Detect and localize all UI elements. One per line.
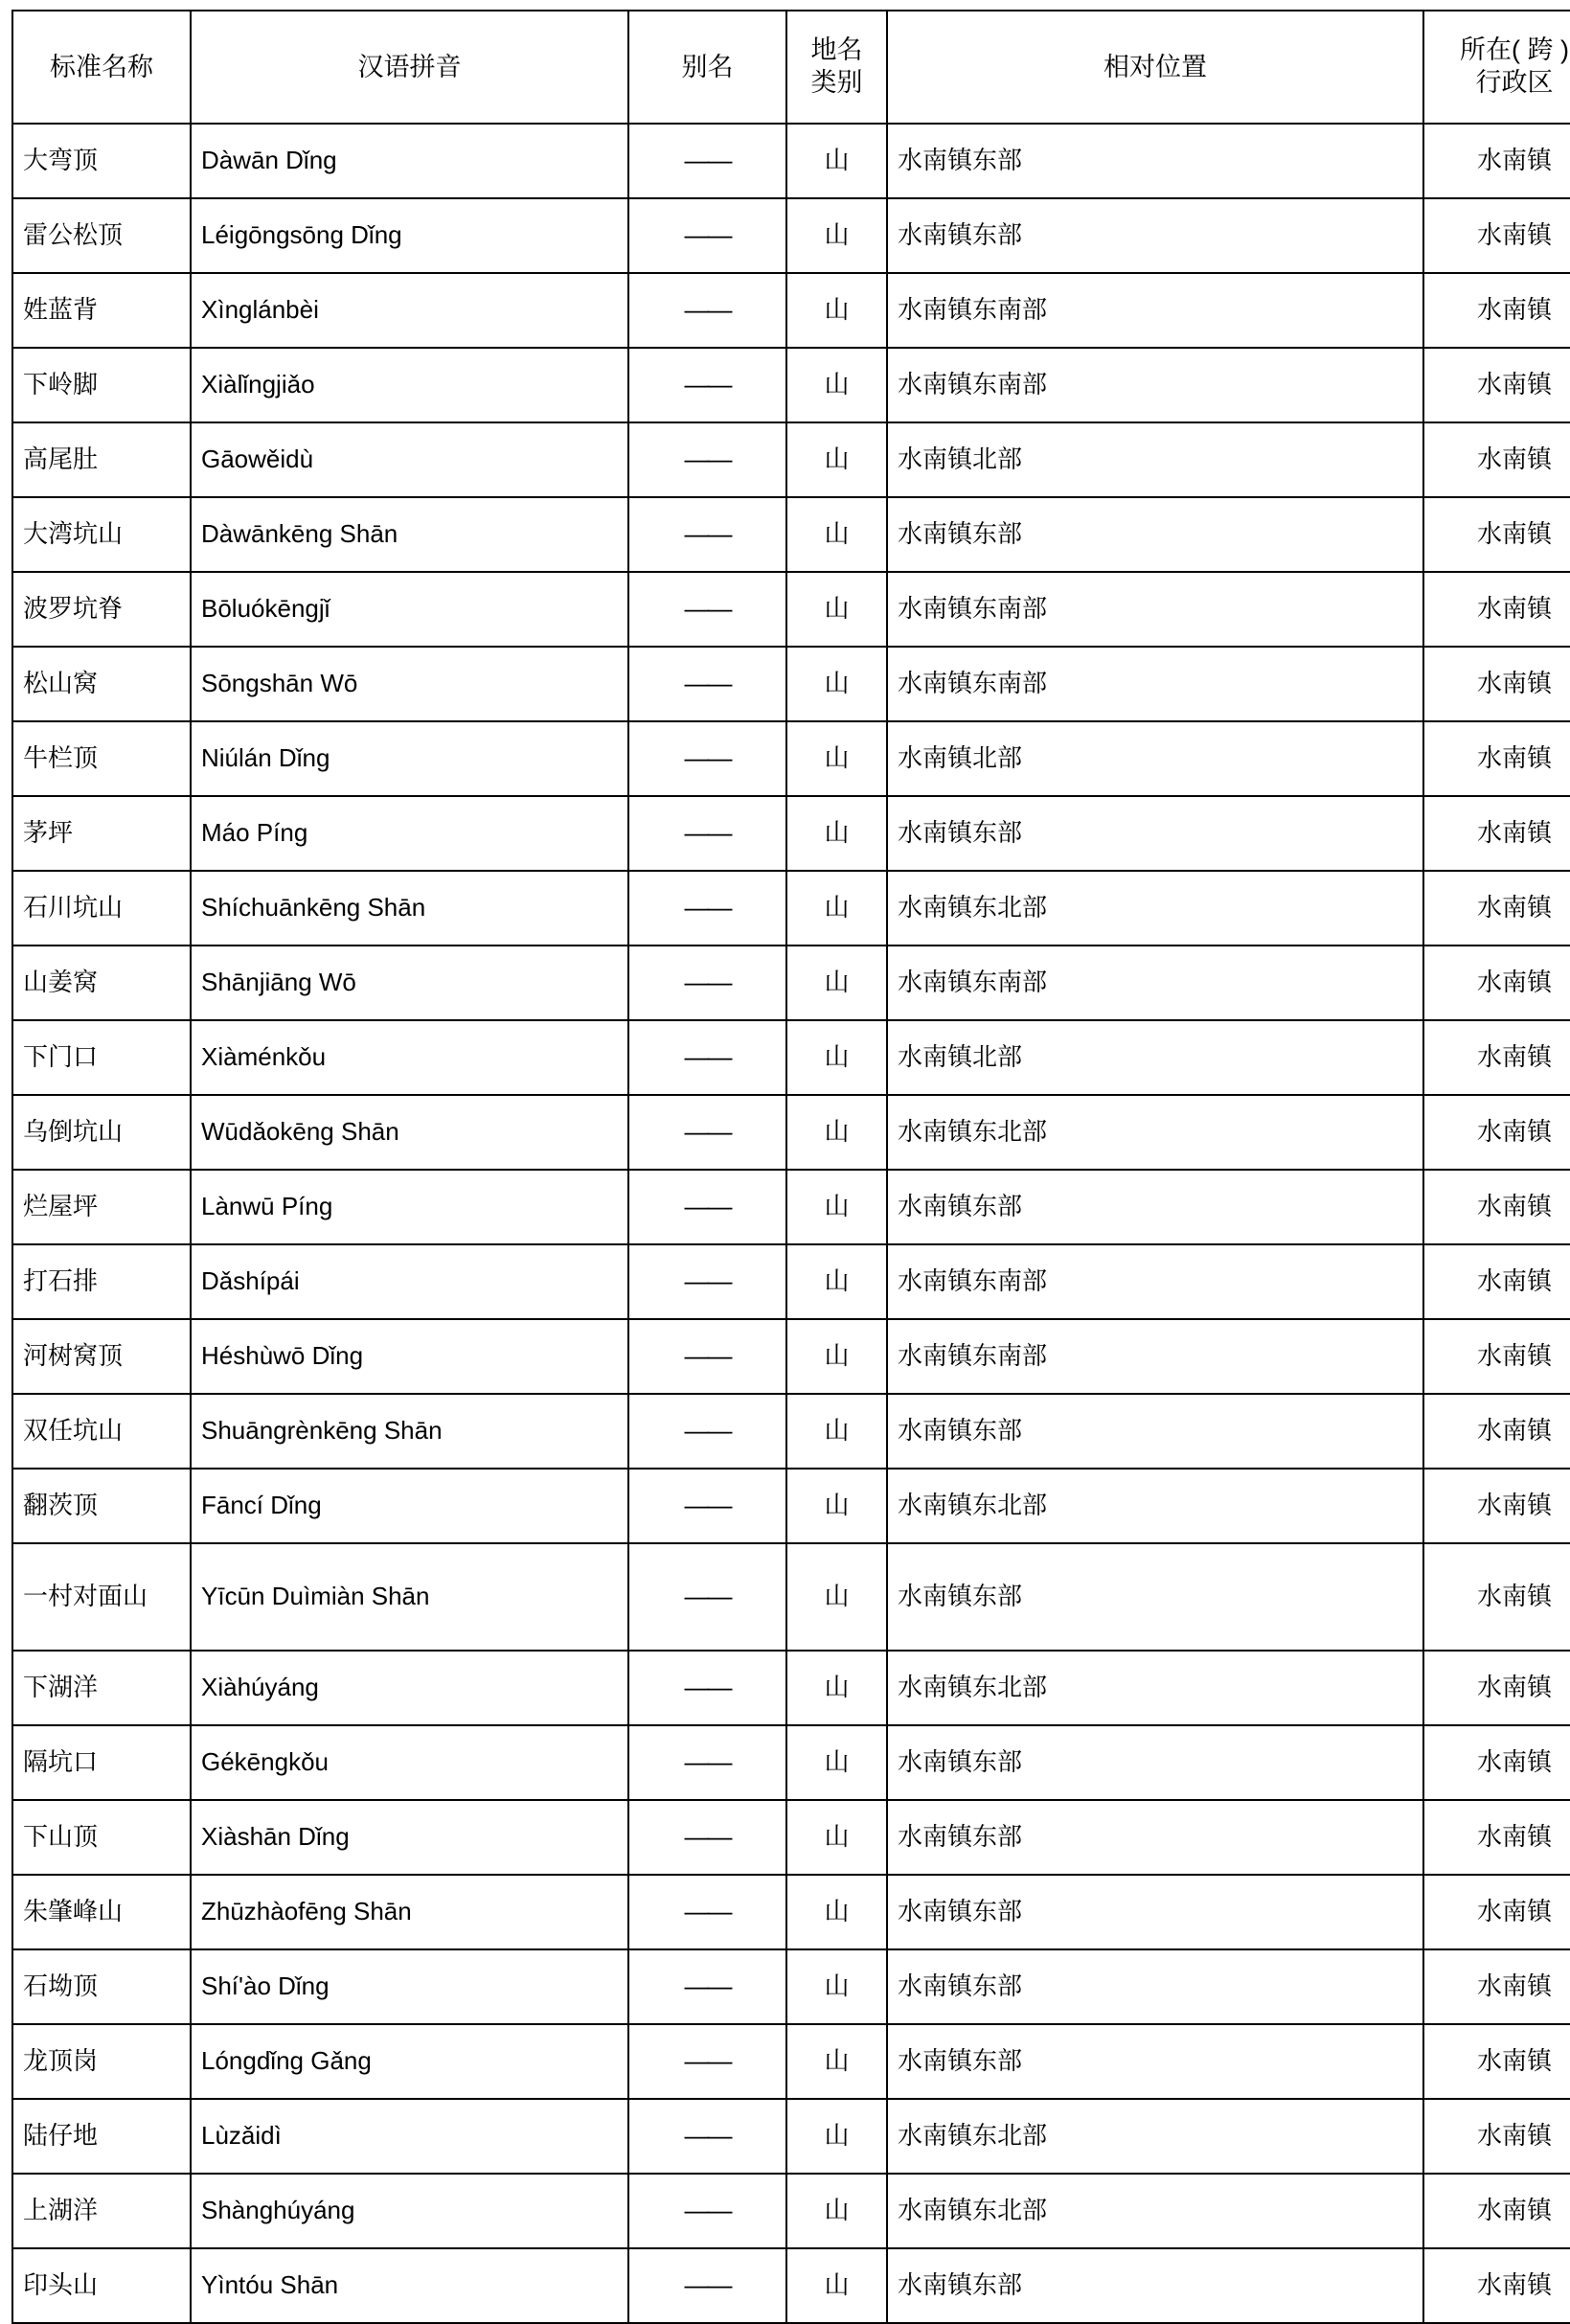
cell-pinyin: Dàwān Dǐng xyxy=(191,124,628,198)
cell-alias xyxy=(628,2024,786,2099)
cell-alias xyxy=(628,1170,786,1244)
alias-dash: —— xyxy=(684,1582,731,1611)
cell-alias xyxy=(628,1875,786,1949)
alias-dash: —— xyxy=(684,2270,731,2300)
column-header-place-type xyxy=(786,11,887,124)
cell-alias xyxy=(628,1543,786,1651)
cell-standard-name: 一村对面山 xyxy=(12,1543,191,1651)
cell-standard-name: 下门口 xyxy=(12,1020,191,1095)
cell-place-type: 山 xyxy=(786,721,887,796)
alias-dash: —— xyxy=(684,444,731,474)
alias-dash: —— xyxy=(684,743,731,773)
cell-place-type: 山 xyxy=(786,1651,887,1725)
cell-standard-name: 姓蓝背 xyxy=(12,273,191,348)
table-row xyxy=(12,1020,1570,1095)
cell-administrative-area: 水南镇 xyxy=(1423,2099,1570,2174)
table-row xyxy=(12,647,1570,721)
cell-place-type: 山 xyxy=(786,2099,887,2174)
cell-place-type: 山 xyxy=(786,1469,887,1543)
alias-dash: —— xyxy=(684,2121,731,2151)
cell-relative-position: 水南镇东部 xyxy=(887,1543,1423,1651)
cell-place-type: 山 xyxy=(786,572,887,647)
table-row xyxy=(12,422,1570,497)
cell-administrative-area: 水南镇 xyxy=(1423,273,1570,348)
cell-standard-name: 烂屋坪 xyxy=(12,1170,191,1244)
cell-alias xyxy=(628,422,786,497)
cell-place-type: 山 xyxy=(786,348,887,422)
table-row xyxy=(12,2099,1570,2174)
table-row xyxy=(12,2024,1570,2099)
cell-place-type: 山 xyxy=(786,422,887,497)
alias-dash: —— xyxy=(684,220,731,250)
cell-alias xyxy=(628,198,786,273)
place-names-table xyxy=(11,10,1570,2324)
table-row xyxy=(12,198,1570,273)
cell-pinyin: Gāowěidù xyxy=(191,422,628,497)
cell-pinyin: Fāncí Dǐng xyxy=(191,1469,628,1543)
cell-place-type: 山 xyxy=(786,273,887,348)
cell-standard-name: 上湖洋 xyxy=(12,2174,191,2248)
cell-standard-name: 陆仔地 xyxy=(12,2099,191,2174)
cell-administrative-area: 水南镇 xyxy=(1423,572,1570,647)
cell-pinyin: Dàwānkēng Shān xyxy=(191,497,628,572)
table-row xyxy=(12,1651,1570,1725)
cell-place-type: 山 xyxy=(786,1244,887,1319)
cell-pinyin: Bōluókēngjǐ xyxy=(191,572,628,647)
cell-pinyin: Sōngshān Wō xyxy=(191,647,628,721)
cell-relative-position: 水南镇东南部 xyxy=(887,572,1423,647)
cell-alias xyxy=(628,2099,786,2174)
alias-dash: —— xyxy=(684,1971,731,2001)
cell-alias xyxy=(628,2248,786,2323)
cell-relative-position: 水南镇北部 xyxy=(887,721,1423,796)
column-header-pinyin: 汉语拼音 xyxy=(191,11,628,124)
cell-relative-position: 水南镇北部 xyxy=(887,1020,1423,1095)
table-row xyxy=(12,1800,1570,1875)
cell-place-type: 山 xyxy=(786,1095,887,1170)
cell-relative-position: 水南镇东部 xyxy=(887,124,1423,198)
alias-dash: —— xyxy=(684,1822,731,1852)
table-row xyxy=(12,1095,1570,1170)
cell-administrative-area: 水南镇 xyxy=(1423,2248,1570,2323)
cell-standard-name: 波罗坑脊 xyxy=(12,572,191,647)
cell-relative-position: 水南镇东部 xyxy=(887,497,1423,572)
table-row xyxy=(12,871,1570,946)
table-row xyxy=(12,2174,1570,2248)
alias-dash: —— xyxy=(684,295,731,325)
cell-administrative-area: 水南镇 xyxy=(1423,1020,1570,1095)
alias-dash: —— xyxy=(684,893,731,923)
cell-relative-position: 水南镇东部 xyxy=(887,198,1423,273)
cell-alias xyxy=(628,1651,786,1725)
cell-administrative-area: 水南镇 xyxy=(1423,1170,1570,1244)
cell-alias xyxy=(628,2174,786,2248)
cell-administrative-area: 水南镇 xyxy=(1423,1319,1570,1394)
cell-pinyin: Yìntóu Shān xyxy=(191,2248,628,2323)
cell-standard-name: 双任坑山 xyxy=(12,1394,191,1469)
table-row xyxy=(12,1949,1570,2024)
cell-pinyin: Lùzǎidì xyxy=(191,2099,628,2174)
cell-alias xyxy=(628,1800,786,1875)
cell-place-type: 山 xyxy=(786,647,887,721)
cell-relative-position: 水南镇东部 xyxy=(887,1725,1423,1800)
cell-administrative-area: 水南镇 xyxy=(1423,497,1570,572)
cell-standard-name: 石坳顶 xyxy=(12,1949,191,2024)
alias-dash: —— xyxy=(684,1416,731,1446)
cell-pinyin: Gékēngkǒu xyxy=(191,1725,628,1800)
cell-alias xyxy=(628,1095,786,1170)
cell-relative-position: 水南镇东南部 xyxy=(887,946,1423,1020)
cell-place-type: 山 xyxy=(786,1394,887,1469)
cell-pinyin: Lànwū Píng xyxy=(191,1170,628,1244)
cell-pinyin: Xiàménkǒu xyxy=(191,1020,628,1095)
cell-pinyin: Máo Píng xyxy=(191,796,628,871)
table-row xyxy=(12,1170,1570,1244)
cell-place-type: 山 xyxy=(786,198,887,273)
cell-place-type: 山 xyxy=(786,1543,887,1651)
cell-administrative-area: 水南镇 xyxy=(1423,796,1570,871)
table-row xyxy=(12,946,1570,1020)
cell-alias xyxy=(628,796,786,871)
cell-relative-position: 水南镇东部 xyxy=(887,1800,1423,1875)
cell-relative-position: 水南镇东部 xyxy=(887,1949,1423,2024)
cell-place-type: 山 xyxy=(786,2024,887,2099)
column-header-alias: 别名 xyxy=(628,11,786,124)
table-row xyxy=(12,348,1570,422)
cell-place-type: 山 xyxy=(786,497,887,572)
table-header xyxy=(12,11,1570,124)
cell-standard-name: 石川坑山 xyxy=(12,871,191,946)
cell-place-type: 山 xyxy=(786,2248,887,2323)
cell-place-type: 山 xyxy=(786,1875,887,1949)
cell-place-type: 山 xyxy=(786,1020,887,1095)
cell-administrative-area: 水南镇 xyxy=(1423,1543,1570,1651)
cell-standard-name: 山姜窝 xyxy=(12,946,191,1020)
cell-pinyin: Zhūzhàofēng Shān xyxy=(191,1875,628,1949)
cell-administrative-area: 水南镇 xyxy=(1423,721,1570,796)
cell-pinyin: Shí'ào Dǐng xyxy=(191,1949,628,2024)
table-row xyxy=(12,1875,1570,1949)
cell-administrative-area: 水南镇 xyxy=(1423,1800,1570,1875)
cell-standard-name: 打石排 xyxy=(12,1244,191,1319)
cell-administrative-area: 水南镇 xyxy=(1423,2024,1570,2099)
table-row xyxy=(12,1543,1570,1651)
cell-pinyin: Shànghúyáng xyxy=(191,2174,628,2248)
cell-administrative-area: 水南镇 xyxy=(1423,422,1570,497)
cell-administrative-area: 水南镇 xyxy=(1423,124,1570,198)
table-header-row xyxy=(12,11,1570,124)
cell-alias xyxy=(628,273,786,348)
cell-standard-name: 乌倒坑山 xyxy=(12,1095,191,1170)
cell-place-type: 山 xyxy=(786,946,887,1020)
cell-relative-position: 水南镇东南部 xyxy=(887,348,1423,422)
table-row xyxy=(12,1725,1570,1800)
cell-pinyin: Shíchuānkēng Shān xyxy=(191,871,628,946)
cell-administrative-area: 水南镇 xyxy=(1423,1244,1570,1319)
cell-standard-name: 牛栏顶 xyxy=(12,721,191,796)
cell-pinyin: Léigōngsōng Dǐng xyxy=(191,198,628,273)
cell-alias xyxy=(628,348,786,422)
alias-dash: —— xyxy=(684,1117,731,1147)
alias-dash: —— xyxy=(684,1747,731,1777)
alias-dash: —— xyxy=(684,519,731,549)
cell-alias xyxy=(628,124,786,198)
cell-pinyin: Shānjiāng Wō xyxy=(191,946,628,1020)
cell-relative-position: 水南镇东部 xyxy=(887,2248,1423,2323)
cell-place-type: 山 xyxy=(786,796,887,871)
cell-alias xyxy=(628,1725,786,1800)
table-row xyxy=(12,1319,1570,1394)
cell-relative-position: 水南镇东北部 xyxy=(887,1095,1423,1170)
cell-relative-position: 水南镇东南部 xyxy=(887,647,1423,721)
cell-administrative-area: 水南镇 xyxy=(1423,348,1570,422)
cell-administrative-area: 水南镇 xyxy=(1423,946,1570,1020)
cell-relative-position: 水南镇东北部 xyxy=(887,1651,1423,1725)
alias-dash: —— xyxy=(684,1673,731,1702)
cell-place-type: 山 xyxy=(786,124,887,198)
table-row xyxy=(12,796,1570,871)
cell-alias xyxy=(628,1319,786,1394)
alias-dash: —— xyxy=(684,1491,731,1520)
cell-standard-name: 雷公松顶 xyxy=(12,198,191,273)
cell-standard-name: 大弯顶 xyxy=(12,124,191,198)
cell-alias xyxy=(628,647,786,721)
table-row xyxy=(12,1394,1570,1469)
cell-alias xyxy=(628,721,786,796)
alias-dash: —— xyxy=(684,1266,731,1296)
cell-pinyin: Dǎshípái xyxy=(191,1244,628,1319)
cell-administrative-area: 水南镇 xyxy=(1423,1651,1570,1725)
cell-relative-position: 水南镇东部 xyxy=(887,2024,1423,2099)
cell-place-type: 山 xyxy=(786,871,887,946)
alias-dash: —— xyxy=(684,1042,731,1072)
table-row xyxy=(12,572,1570,647)
cell-standard-name: 茅坪 xyxy=(12,796,191,871)
column-header-place-type-line1: 地名 xyxy=(810,35,863,65)
cell-standard-name: 下湖洋 xyxy=(12,1651,191,1725)
cell-alias xyxy=(628,497,786,572)
table-row xyxy=(12,2248,1570,2323)
cell-place-type: 山 xyxy=(786,1170,887,1244)
alias-dash: —— xyxy=(684,1341,731,1371)
cell-standard-name: 朱肇峰山 xyxy=(12,1875,191,1949)
cell-administrative-area: 水南镇 xyxy=(1423,647,1570,721)
cell-alias xyxy=(628,871,786,946)
table-row xyxy=(12,1244,1570,1319)
cell-administrative-area: 水南镇 xyxy=(1423,1949,1570,2024)
column-header-administrative-area-line2: 行政区 xyxy=(1475,68,1554,97)
alias-dash: —— xyxy=(684,370,731,399)
table-row xyxy=(12,273,1570,348)
cell-administrative-area: 水南镇 xyxy=(1423,1095,1570,1170)
cell-administrative-area: 水南镇 xyxy=(1423,198,1570,273)
column-header-administrative-area xyxy=(1423,11,1570,124)
alias-dash: —— xyxy=(684,594,731,624)
cell-relative-position: 水南镇东部 xyxy=(887,1170,1423,1244)
cell-relative-position: 水南镇东北部 xyxy=(887,871,1423,946)
cell-relative-position: 水南镇东部 xyxy=(887,1394,1423,1469)
cell-standard-name: 下山顶 xyxy=(12,1800,191,1875)
table-row xyxy=(12,497,1570,572)
cell-place-type: 山 xyxy=(786,1949,887,2024)
cell-standard-name: 印头山 xyxy=(12,2248,191,2323)
cell-standard-name: 龙顶岗 xyxy=(12,2024,191,2099)
cell-alias xyxy=(628,1020,786,1095)
alias-dash: —— xyxy=(684,1192,731,1221)
cell-administrative-area: 水南镇 xyxy=(1423,1875,1570,1949)
alias-dash: —— xyxy=(684,146,731,175)
cell-pinyin: Héshùwō Dǐng xyxy=(191,1319,628,1394)
table-row xyxy=(12,721,1570,796)
cell-relative-position: 水南镇东部 xyxy=(887,1875,1423,1949)
cell-standard-name: 河树窝顶 xyxy=(12,1319,191,1394)
cell-alias xyxy=(628,572,786,647)
table-row xyxy=(12,124,1570,198)
column-header-standard-name: 标准名称 xyxy=(12,11,191,124)
alias-dash: —— xyxy=(684,818,731,848)
cell-relative-position: 水南镇东南部 xyxy=(887,273,1423,348)
cell-administrative-area: 水南镇 xyxy=(1423,1394,1570,1469)
cell-place-type: 山 xyxy=(786,1800,887,1875)
alias-dash: —— xyxy=(684,2046,731,2076)
column-header-relative-position: 相对位置 xyxy=(887,11,1423,124)
cell-standard-name: 松山窝 xyxy=(12,647,191,721)
cell-relative-position: 水南镇东北部 xyxy=(887,1469,1423,1543)
cell-pinyin: Niúlán Dǐng xyxy=(191,721,628,796)
cell-standard-name: 大湾坑山 xyxy=(12,497,191,572)
cell-standard-name: 隔坑口 xyxy=(12,1725,191,1800)
cell-alias xyxy=(628,1394,786,1469)
cell-alias xyxy=(628,946,786,1020)
alias-dash: —— xyxy=(684,669,731,698)
cell-relative-position: 水南镇东北部 xyxy=(887,2099,1423,2174)
cell-pinyin: Xìnglánbèi xyxy=(191,273,628,348)
cell-alias xyxy=(628,1244,786,1319)
cell-pinyin: Xiàshān Dǐng xyxy=(191,1800,628,1875)
cell-standard-name: 下岭脚 xyxy=(12,348,191,422)
cell-pinyin: Wūdǎokēng Shān xyxy=(191,1095,628,1170)
cell-alias xyxy=(628,1949,786,2024)
cell-administrative-area: 水南镇 xyxy=(1423,1469,1570,1543)
cell-administrative-area: 水南镇 xyxy=(1423,2174,1570,2248)
alias-dash: —— xyxy=(684,2196,731,2225)
cell-pinyin: Yīcūn Duìmiàn Shān xyxy=(191,1543,628,1651)
cell-place-type: 山 xyxy=(786,1725,887,1800)
cell-standard-name: 高尾肚 xyxy=(12,422,191,497)
cell-pinyin: Lóngdǐng Gǎng xyxy=(191,2024,628,2099)
cell-relative-position: 水南镇东南部 xyxy=(887,1319,1423,1394)
cell-standard-name: 翻茨顶 xyxy=(12,1469,191,1543)
cell-pinyin: Shuāngrènkēng Shān xyxy=(191,1394,628,1469)
column-header-administrative-area-line1: 所在( 跨 ) xyxy=(1460,35,1569,65)
cell-relative-position: 水南镇东北部 xyxy=(887,2174,1423,2248)
cell-relative-position: 水南镇北部 xyxy=(887,422,1423,497)
cell-alias xyxy=(628,1469,786,1543)
cell-pinyin: Xiàlǐngjiǎo xyxy=(191,348,628,422)
cell-place-type: 山 xyxy=(786,1319,887,1394)
cell-relative-position: 水南镇东南部 xyxy=(887,1244,1423,1319)
column-header-place-type-line2: 类别 xyxy=(810,68,863,97)
cell-pinyin: Xiàhúyáng xyxy=(191,1651,628,1725)
alias-dash: —— xyxy=(684,968,731,997)
alias-dash: —— xyxy=(684,1897,731,1926)
cell-administrative-area: 水南镇 xyxy=(1423,1725,1570,1800)
cell-relative-position: 水南镇东部 xyxy=(887,796,1423,871)
cell-administrative-area: 水南镇 xyxy=(1423,871,1570,946)
table-body xyxy=(12,124,1570,2323)
cell-place-type: 山 xyxy=(786,2174,887,2248)
table-row xyxy=(12,1469,1570,1543)
